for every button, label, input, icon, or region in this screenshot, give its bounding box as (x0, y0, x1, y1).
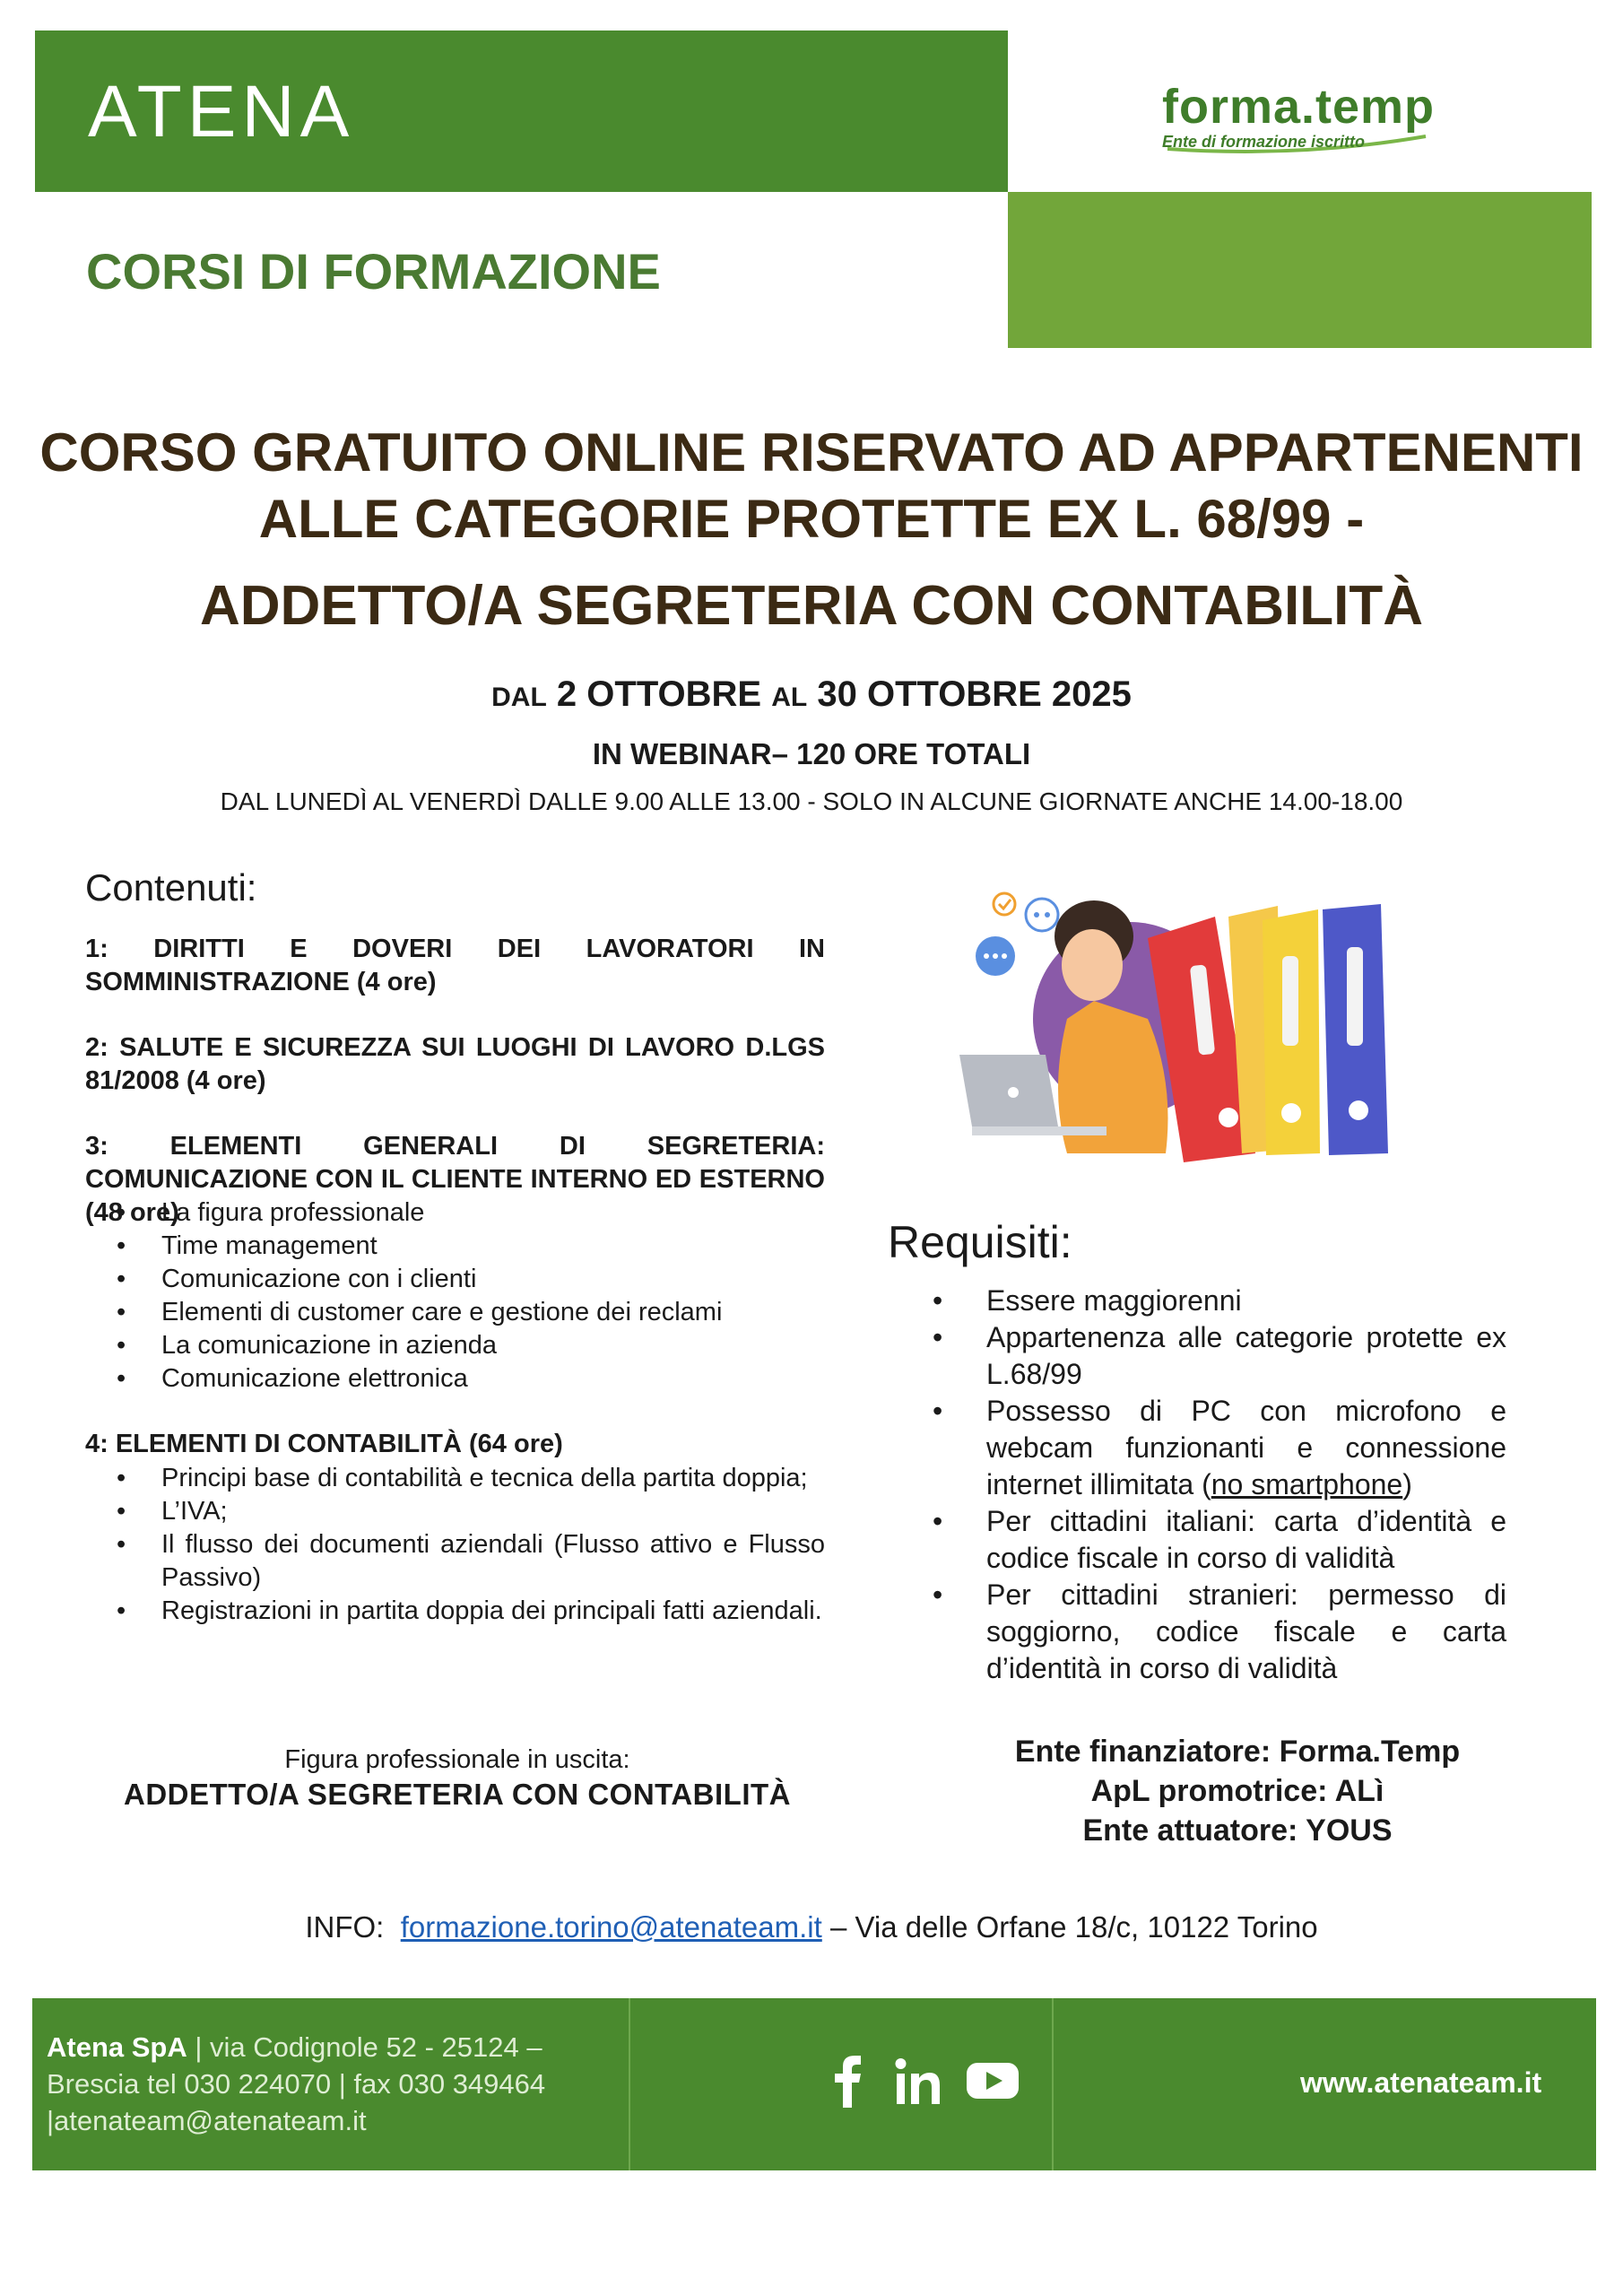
module-1: 1: DIRITTI E DOVERI DEI LAVORATORI IN SOMMINISTRAZIONE (4 ore) (85, 935, 825, 996)
dates-from-prefix: DAL (491, 683, 547, 712)
list-item: • Elementi di customer care e gestione dei reclami (117, 1296, 825, 1329)
youtube-icon[interactable] (967, 2063, 1019, 2099)
dates-to-prefix: AL (771, 683, 808, 712)
list-item: • L’IVA; (117, 1495, 825, 1528)
list-item: • La figura professionale (117, 1196, 825, 1230)
requirements-heading: Requisiti: (888, 1217, 1072, 1267)
course-title: ADDETTO/A SEGRETERIA CON CONTABILITÀ (200, 575, 1423, 637)
info-email-link[interactable]: formazione.torino@atenateam.it (400, 1910, 822, 1944)
footer-divider (629, 1998, 630, 2170)
list-item: • Per cittadini stranieri: permesso di soggiorno, codice fiscale e carta d’identità in corso di validità (933, 1577, 1506, 1687)
contents-heading: Contenuti: (85, 866, 257, 909)
formatemp-logo: forma.temp (1162, 80, 1436, 134)
info-line (36, 1910, 1587, 1944)
website-link[interactable]: www.atenateam.it (1300, 2066, 1542, 2099)
professional-figure-value: ADDETTO/A SEGRETERIA CON CONTABILITÀ (124, 1778, 791, 1811)
requirements-list (933, 1283, 1506, 1687)
list-item (933, 1393, 1506, 1503)
course-dates (36, 674, 1587, 715)
list-item: • Appartenenza alle categorie protette ex L.68/99 (933, 1319, 1506, 1393)
check-bubble-icon (994, 893, 1015, 915)
chat-bubble-icon (1026, 899, 1058, 931)
list-item: • Comunicazione con i clienti (117, 1263, 825, 1296)
secretary-binders-illustration (959, 884, 1426, 1180)
dates-from: 2 OTTOBRE (556, 674, 762, 714)
module-4: 4: ELEMENTI DI CONTABILITÀ (64 ore) (85, 1430, 563, 1458)
section-label: CORSI DI FORMAZIONE (86, 243, 661, 300)
info-label: INFO: (305, 1910, 385, 1944)
implementing-entity: Ente attuatore: YOUS (1082, 1813, 1393, 1848)
requirement-pc-close: ) (1402, 1468, 1412, 1500)
requirement-pc-text: Possesso di PC con microfono e webcam funzionanti e connessione internet illimitata ( (986, 1395, 1506, 1500)
social-links (823, 2052, 1029, 2114)
funding-entity: Ente finanziatore: Forma.Temp (1014, 1735, 1461, 1769)
info-address: – Via delle Orfane 18/c, 10122 Torino (829, 1910, 1318, 1944)
schedule: DAL LUNEDÌ AL VENERDÌ DALLE 9.00 ALLE 13.00 - SOLO IN ALCUNE GIORNATE ANCHE 14.00-18.00 (220, 787, 1403, 815)
module-3: 3: ELEMENTI GENERALI DI SEGRETERIA: COMUNICAZIONE CON IL CLIENTE INTERNO ED ESTERNO (48 ore) (85, 1132, 825, 1227)
professional-figure-label: Figura professionale in uscita: (284, 1745, 630, 1774)
list-item: • Registrazioni in partita doppia dei principali fatti aziendali. (117, 1595, 825, 1628)
list-item: • Time management (117, 1230, 825, 1263)
title-line-2: ALLE CATEGORIE PROTETTE EX L. 68/99 - (258, 489, 1365, 549)
footer-divider (1052, 1998, 1054, 2170)
list-item: • Comunicazione elettronica (117, 1362, 825, 1396)
title-line-1: CORSO GRATUITO ONLINE RISERVATO AD APPARTENENTI (39, 422, 1584, 483)
list-item: • Principi base di contabilità e tecnica della partita doppia; (117, 1462, 825, 1495)
module-4-topics (117, 1462, 825, 1628)
atena-logo: ATENA (88, 71, 355, 152)
module-2: 2: SALUTE E SICUREZZA SUI LUOGHI DI LAVORO D.LGS 81/2008 (4 ore) (85, 1033, 825, 1095)
promoting-agency: ApL promotrice: ALì (1090, 1774, 1384, 1808)
facebook-icon[interactable] (835, 2056, 861, 2108)
linkedin-icon[interactable] (896, 2058, 941, 2104)
list-item: • La comunicazione in azienda (117, 1329, 825, 1362)
module-3-topics (117, 1196, 825, 1396)
woman-face-shape (1062, 929, 1123, 1001)
header-accent-block (1008, 192, 1592, 348)
webinar-hours: IN WEBINAR– 120 ORE TOTALI (592, 737, 1031, 770)
dates-to: 30 OTTOBRE 2025 (817, 674, 1132, 714)
list-item: • Per cittadini italiani: carta d’identità e codice fiscale in corso di validità (933, 1503, 1506, 1577)
footer-address-text: | via Codignole 52 - 25124 – Brescia tel 030 224070 | fax 030 349464 |atenateam@atenateam.it (47, 2031, 546, 2136)
footer-address (47, 2029, 621, 2139)
list-item: • Il flusso dei documenti aziendali (Flusso attivo e Flusso Passivo) (117, 1528, 825, 1595)
list-item: • Essere maggiorenni (933, 1283, 1506, 1319)
formatemp-tagline: Ente di formazione iscritto (1162, 133, 1366, 151)
no-smartphone-note: no smartphone (1211, 1468, 1403, 1500)
footer-company: Atena SpA (47, 2031, 187, 2063)
